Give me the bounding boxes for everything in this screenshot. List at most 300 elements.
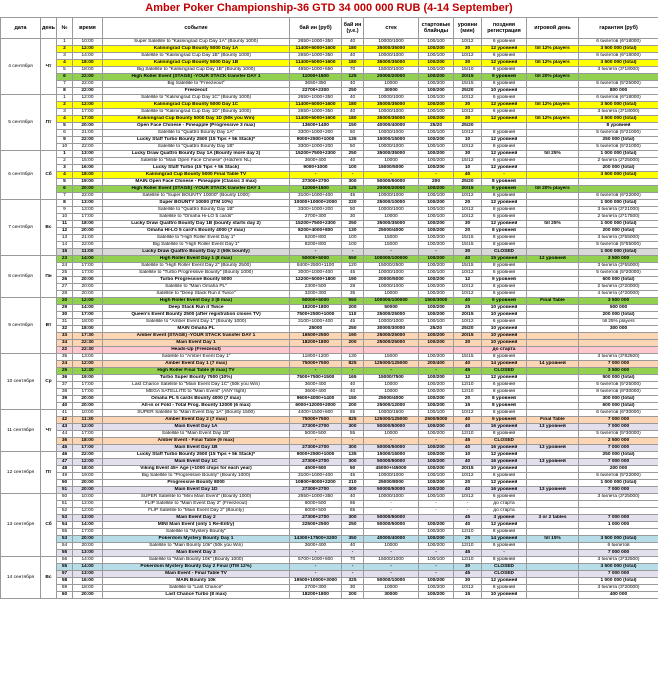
row-levels: 25	[454, 305, 482, 312]
row-stack: -	[364, 550, 419, 557]
row-game-day: Final Table	[527, 298, 579, 305]
row-number: 1	[57, 95, 73, 102]
row-number: 29	[57, 305, 73, 312]
row-levels: 10/12	[454, 585, 482, 592]
row-blinds: 200	[419, 179, 454, 186]
row-number: 7	[57, 81, 73, 88]
row-late-reg: 10 уровней	[482, 333, 527, 340]
row-blinds: -	[419, 368, 454, 375]
row-buyin-ue: -	[342, 564, 364, 571]
day-date: 14 сентября	[1, 557, 41, 599]
row-blinds: 100/200	[419, 403, 454, 410]
row-blinds: 100/100	[419, 95, 454, 102]
row-time: 14:00	[73, 53, 103, 60]
row-game-day: till 15%	[527, 536, 579, 543]
row-late-reg: 6 уровней	[482, 53, 527, 60]
row-number: 2	[57, 102, 73, 109]
row-levels: 12/10	[454, 431, 482, 438]
row-number: 57	[57, 571, 73, 578]
row-buyin-rub: 6000+500	[290, 508, 342, 515]
table-row	[1, 410, 658, 417]
row-buyin-ue: 70	[342, 557, 364, 564]
row-late-reg: до старта	[482, 347, 527, 354]
row-late-reg: 10 уровней	[482, 305, 527, 312]
row-buyin-rub: 6000+12000+2000	[290, 403, 342, 410]
row-number: 53	[57, 515, 73, 522]
row-blinds: 100/100	[419, 193, 454, 200]
row-game-day	[527, 347, 579, 354]
row-number: 38	[57, 389, 73, 396]
row-game-day	[527, 319, 579, 326]
row-time: 12:00	[73, 95, 103, 102]
day-of-week: Сб	[41, 151, 57, 200]
row-levels: 45	[454, 515, 482, 522]
row-levels: 10/12	[454, 144, 482, 151]
row-guarantee: 7 000 000	[579, 550, 658, 557]
row-stack: 100000/100000	[364, 256, 419, 263]
row-late-reg: 8 уровней	[482, 207, 527, 214]
row-number: 30	[57, 312, 73, 319]
row-game-day	[527, 382, 579, 389]
row-levels: 40	[454, 522, 482, 529]
row-late-reg: 8 уровней	[482, 242, 527, 249]
row-game-day: 12 уровней	[527, 256, 579, 263]
row-guarantee: 1 000 000	[579, 522, 658, 529]
row-guarantee: 800 000	[579, 88, 658, 95]
row-levels: 12/10	[454, 557, 482, 564]
row-guarantee: 5 билетов (5*30000)	[579, 431, 658, 438]
table-row	[1, 557, 658, 564]
row-time: 13:00	[73, 550, 103, 557]
row-late-reg: 6 уровней	[482, 473, 527, 480]
row-late-reg: 8 уровней	[482, 263, 527, 270]
table-row	[1, 60, 658, 67]
row-blinds: 100/200	[419, 256, 454, 263]
row-guarantee: 3 билета (3*18000)	[579, 109, 658, 116]
row-time: 11:30	[73, 417, 103, 424]
table-row	[1, 242, 658, 249]
row-buyin-ue: 100	[342, 235, 364, 242]
row-blinds: 100/200	[419, 529, 454, 536]
row-number: 59	[57, 585, 73, 592]
row-buyin-rub: 27300+2700	[290, 445, 342, 452]
row-guarantee: 8 билетов (8*30000)	[579, 389, 658, 396]
row-number: 53	[57, 536, 73, 543]
row-buyin-rub: 3100+1000+400	[290, 193, 342, 200]
row-stack: -	[364, 368, 419, 375]
row-number: 54	[57, 543, 73, 550]
row-guarantee: 3 500 000 (total)	[579, 564, 658, 571]
row-late-reg: CLOSED	[482, 571, 527, 578]
row-game-day	[527, 354, 579, 361]
row-game-day: till 12% players	[527, 116, 579, 123]
row-buyin-ue: -	[342, 550, 364, 557]
row-levels: 10/12	[454, 109, 482, 116]
row-number: 35	[57, 354, 73, 361]
row-blinds: 100/200	[419, 102, 454, 109]
row-blinds: 100/100	[419, 144, 454, 151]
row-buyin-ue: 200	[342, 403, 364, 410]
row-buyin-ue: 125	[342, 186, 364, 193]
row-late-reg	[482, 123, 527, 130]
header-row	[1, 18, 658, 39]
row-time: 22:00	[73, 452, 103, 459]
row-late-reg: 12 уровней	[482, 200, 527, 207]
row-late-reg: 12 уровней	[482, 578, 527, 585]
row-time: 20:00	[73, 123, 103, 130]
row-buyin-rub: 7500+7500+1500	[290, 375, 342, 382]
row-game-day	[527, 494, 579, 501]
row-guarantee: 4 билета (4*20000)	[579, 291, 658, 298]
row-blinds: 100/200	[419, 585, 454, 592]
row-levels: 20/15	[454, 312, 482, 319]
schedule-table	[0, 17, 658, 599]
row-levels: 40	[454, 361, 482, 368]
row-late-reg: 8 уровней	[482, 529, 527, 536]
row-stack: 50000/10000	[364, 578, 419, 585]
row-game-day	[527, 340, 579, 347]
row-stack: 30000/30000	[364, 326, 419, 333]
row-blinds: 100/200	[419, 578, 454, 585]
row-event: Big Satellite to "Progressive Bounty" (Bounty 1000)	[103, 473, 290, 480]
row-number: 58	[57, 578, 73, 585]
row-event: Satellite to "Main Bounty 10k" (50k you Win)	[103, 543, 290, 550]
row-stack: 10000/1000	[364, 39, 419, 46]
row-number: 44	[57, 431, 73, 438]
row-event: Satellite to "Kaliningrad Cup Day 1C" (Bounty 1000)	[103, 95, 290, 102]
row-game-day	[527, 480, 579, 487]
table-row	[1, 186, 658, 193]
row-levels: 12/10	[454, 543, 482, 550]
row-event: Amber Event Day 2 (7 max)	[103, 417, 290, 424]
row-number: 25	[57, 368, 73, 375]
row-stack: 35000/35000	[364, 151, 419, 158]
row-late-reg: 8 уровней	[482, 431, 527, 438]
row-time: 16:00	[73, 578, 103, 585]
row-late-reg: 12 уровней	[482, 137, 527, 144]
row-number: 22	[57, 347, 73, 354]
row-guarantee: 8 уровней	[579, 123, 658, 130]
row-number: 60	[57, 592, 73, 599]
row-event: Last Chance Turbo (8 max)	[103, 592, 290, 599]
row-number: 28	[57, 291, 73, 298]
row-guarantee: 3 билета (3*18000)	[579, 67, 658, 74]
row-game-day: Final Table	[527, 417, 579, 424]
row-time: 12:00	[73, 298, 103, 305]
row-blinds: 100/200	[419, 235, 454, 242]
row-event: Kaliningrad Cup Bounty 5000 Day 1D (50k you Win)	[103, 116, 290, 123]
row-guarantee: 6 билетов (6*30000)	[579, 410, 658, 417]
row-stack: 10000/1000	[364, 144, 419, 151]
row-buyin-ue: 135	[342, 137, 364, 144]
row-time: 20:00	[73, 403, 103, 410]
row-guarantee: 250 000 (total)	[579, 452, 658, 459]
row-buyin-rub: 18200+1800	[290, 340, 342, 347]
row-guarantee: 5 билетов (5*25000)	[579, 81, 658, 88]
row-stack: 10000/1000	[364, 284, 419, 291]
table-row	[1, 508, 658, 515]
row-stack: -	[364, 564, 419, 571]
row-number: 55	[57, 564, 73, 571]
row-number: 7	[57, 193, 73, 200]
row-stack: -	[364, 438, 419, 445]
row-late-reg: 6 уровней	[482, 270, 527, 277]
row-buyin-ue: 210	[342, 480, 364, 487]
row-number: 24	[57, 361, 73, 368]
row-levels: 40	[454, 172, 482, 179]
row-stack: 10000	[364, 431, 419, 438]
table-row	[1, 501, 658, 508]
row-late-reg: CLOSED	[482, 438, 527, 445]
row-buyin-rub: 8200+800	[290, 242, 342, 249]
row-levels: 10/12	[454, 53, 482, 60]
row-blinds: 100/200	[419, 242, 454, 249]
row-number: 13	[57, 235, 73, 242]
row-event: Big Satellite to "Freezeout"	[103, 81, 290, 88]
row-number: 47	[57, 459, 73, 466]
row-guarantee: 1 000 000 (total)	[579, 480, 658, 487]
row-guarantee: 3 билета (3*55000)	[579, 235, 658, 242]
row-stack: 10000/1000	[364, 95, 419, 102]
row-time: 18:00	[73, 438, 103, 445]
row-late-reg: 12 уровней	[482, 46, 527, 53]
row-blinds: -	[419, 508, 454, 515]
row-time: 20:00	[73, 543, 103, 550]
row-time: 20:00	[73, 592, 103, 599]
row-late-reg: 9 уровней	[482, 417, 527, 424]
row-guarantee: 3 500 000 (total)	[579, 102, 658, 109]
row-blinds: 100/200	[419, 389, 454, 396]
row-buyin-rub: 75000+7500	[290, 417, 342, 424]
row-game-day	[527, 466, 579, 473]
header-date: дата	[1, 18, 41, 39]
row-buyin-ue: 65	[342, 501, 364, 508]
row-buyin-rub: 7500+2500+1000	[290, 312, 342, 319]
table-row	[1, 389, 658, 396]
row-event: Satellite to "Amber Event Day 1" (Bounty 1000)	[103, 319, 290, 326]
row-guarantee: till 25% players	[579, 319, 658, 326]
row-stack: 50000/50000	[364, 487, 419, 494]
table-row	[1, 431, 658, 438]
row-event: Satellite to "Main Open Face Chinese" (Hold'em NL)	[103, 158, 290, 165]
row-number: 1	[57, 151, 73, 158]
row-event: Omaha PL 5 cards Bounty 4000 (7 max)	[103, 396, 290, 403]
row-buyin-ue: 165	[342, 375, 364, 382]
row-guarantee: 3 500 000 (total)	[579, 116, 658, 123]
row-buyin-rub: 4400+1500+600	[290, 410, 342, 417]
row-number: 40	[57, 403, 73, 410]
table-row	[1, 95, 658, 102]
row-guarantee: 6 билетов (6*18000)	[579, 53, 658, 60]
table-row	[1, 228, 658, 235]
row-stack: 10000/1000	[364, 473, 419, 480]
row-stack: 35000/35000	[364, 46, 419, 53]
row-number: 37	[57, 382, 73, 389]
row-event: Satellite to "Omaha Hi-LO 5 cards"	[103, 214, 290, 221]
row-event: High Roller Event Day 1 (8 max)	[103, 256, 290, 263]
row-late-reg: до старта	[482, 508, 527, 515]
row-levels: 12	[454, 277, 482, 284]
row-time: 10:00	[73, 410, 103, 417]
row-event: Satellite to "High Roller Event Day 1"	[103, 235, 290, 242]
row-levels: 20	[454, 200, 482, 207]
row-levels: 45	[454, 550, 482, 557]
row-late-reg: 6 уровней	[482, 39, 527, 46]
row-game-day	[527, 109, 579, 116]
row-game-day	[527, 277, 579, 284]
row-number: 50	[57, 480, 73, 487]
row-event: Amber Event Day 1 (7 max)	[103, 361, 290, 368]
row-blinds: 25/20	[419, 326, 454, 333]
row-levels: 25	[454, 536, 482, 543]
row-time: 15:00	[73, 158, 103, 165]
row-event: High Roller Event (STAGE) -YOUR STACK transfer DAY 1	[103, 74, 290, 81]
table-row	[1, 326, 658, 333]
row-buyin-rub: -	[290, 249, 342, 256]
row-event: Super BOUNTY 10000 (ITM 10%)	[103, 200, 290, 207]
day-date: 6 сентября	[1, 151, 41, 200]
row-event: FLIP Satellite to "Main Event Day 2" (Freezeout)	[103, 501, 290, 508]
day-of-week: Чт	[41, 39, 57, 95]
row-blinds: 200/400	[419, 361, 454, 368]
row-blinds: 100/200	[419, 424, 454, 431]
row-late-reg: 16 уровней	[482, 487, 527, 494]
row-time: 17:00	[73, 445, 103, 452]
table-row	[1, 417, 658, 424]
table-row	[1, 312, 658, 319]
row-time: 20:00	[73, 536, 103, 543]
row-late-reg: до старта	[482, 501, 527, 508]
row-game-day: 13 уровней	[527, 424, 579, 431]
row-late-reg: 10 уровней	[482, 592, 527, 599]
row-time: 17:00	[73, 389, 103, 396]
row-late-reg: 9 уровней	[482, 186, 527, 193]
row-guarantee: 1 000 000 (total)	[579, 221, 658, 228]
row-number: 4	[57, 172, 73, 179]
row-number: 20	[57, 298, 73, 305]
table-row	[1, 438, 658, 445]
row-buyin-rub: 6000+500	[290, 501, 342, 508]
row-stack: 35000/35000	[364, 221, 419, 228]
row-levels: 20/15	[454, 466, 482, 473]
row-game-day: 13 уровней	[527, 487, 579, 494]
row-buyin-ue: 125	[342, 74, 364, 81]
row-late-reg: 8 уровней	[482, 228, 527, 235]
row-buyin-ue: 30	[342, 214, 364, 221]
row-buyin-rub: 8200+4000+800	[290, 228, 342, 235]
row-levels: 10/12	[454, 473, 482, 480]
row-event: Super Satellite to "Kaliningrad Cup Day 1A" (Bounty 1000)	[103, 39, 290, 46]
row-guarantee: 3 500 000	[579, 298, 658, 305]
row-event: Lucky Staff Turbo (15 Tips + 5k Stack)	[103, 165, 290, 172]
row-stack: 10000/1000	[364, 130, 419, 137]
row-guarantee	[579, 529, 658, 536]
row-stack: 10000/1000	[364, 319, 419, 326]
row-buyin-ue: 35	[342, 291, 364, 298]
row-buyin-rub	[290, 529, 342, 536]
row-guarantee: 2 билета (2*17500)	[579, 214, 658, 221]
row-guarantee: 300 000 (total)	[579, 396, 658, 403]
row-buyin-rub: -	[290, 550, 342, 557]
row-buyin-ue: -	[342, 571, 364, 578]
row-event: Kaliningrad Cup Bounty 5000 Final Table TV	[103, 172, 290, 179]
row-levels: 10/12	[454, 207, 482, 214]
header-buyin-rub: бай ин (руб)	[290, 18, 342, 39]
row-late-reg: 6 уровней	[482, 543, 527, 550]
row-guarantee: 400 000	[579, 592, 658, 599]
row-levels: 30	[454, 340, 482, 347]
row-event: MINI Main Event (only 1 Re-Entry)	[103, 522, 290, 529]
row-number: 27	[57, 284, 73, 291]
row-game-day: 13 уровней	[527, 459, 579, 466]
row-game-day	[527, 123, 579, 130]
row-blinds	[419, 347, 454, 354]
row-late-reg: 12 уровней	[482, 60, 527, 67]
row-buyin-rub: -	[290, 368, 342, 375]
row-buyin-rub: 2650+1000+350	[290, 53, 342, 60]
row-stack: 50000	[364, 305, 419, 312]
row-levels: 10/12	[454, 193, 482, 200]
row-levels: 25/20	[454, 179, 482, 186]
row-number: 46	[57, 452, 73, 459]
row-stack	[364, 347, 419, 354]
row-event: Big Satellite to "Kaliningrad Cup Day 1B" (Bounty 1000)	[103, 67, 290, 74]
row-game-day: till 12% players	[527, 102, 579, 109]
row-event: Satellite to "Quattro Bounty Day 1B"	[103, 207, 290, 214]
row-buyin-rub: 11000+1500	[290, 74, 342, 81]
row-time: 20:00	[73, 487, 103, 494]
table-row	[1, 445, 658, 452]
row-levels: 15/15	[454, 263, 482, 270]
row-late-reg: 12 уровней	[482, 102, 527, 109]
table-row	[1, 459, 658, 466]
row-levels: 30	[454, 60, 482, 67]
day-of-week: Вс	[41, 200, 57, 256]
row-event: Satellite to "Main Event Day 1B"	[103, 431, 290, 438]
row-stack: 10000	[364, 81, 419, 88]
row-late-reg: 6 уровней	[482, 382, 527, 389]
row-game-day	[527, 403, 579, 410]
row-time: 17:00	[73, 263, 103, 270]
row-buyin-rub: 9600+4000+1400	[290, 396, 342, 403]
row-guarantee: 600 000 (total)	[579, 277, 658, 284]
row-buyin-ue: 100	[342, 165, 364, 172]
row-buyin-ue: 825	[342, 361, 364, 368]
row-levels: 25/20	[454, 326, 482, 333]
row-game-day	[527, 550, 579, 557]
row-levels: 20/15	[454, 74, 482, 81]
row-blinds: 100/100	[419, 473, 454, 480]
row-buyin-rub: 27300+2700	[290, 459, 342, 466]
row-blinds: 100/200	[419, 291, 454, 298]
row-number: 32	[57, 326, 73, 333]
row-guarantee: 1 000 000 (total)	[579, 200, 658, 207]
row-guarantee	[579, 179, 658, 186]
row-blinds: 100/100	[419, 557, 454, 564]
row-levels: 15/15	[454, 235, 482, 242]
schedule-body	[1, 39, 658, 599]
row-event: Kaliningrad Cup Bounty 5000 Day 1A	[103, 46, 290, 53]
row-game-day	[527, 172, 579, 179]
row-buyin-ue: 40	[342, 389, 364, 396]
row-buyin-ue: 40	[342, 158, 364, 165]
row-time: 10:00	[73, 39, 103, 46]
table-row	[1, 340, 658, 347]
row-blinds: -	[419, 438, 454, 445]
row-time: 18:00	[73, 585, 103, 592]
row-stack: 10000	[364, 158, 419, 165]
row-buyin-rub: 9000+2500+1000	[290, 452, 342, 459]
